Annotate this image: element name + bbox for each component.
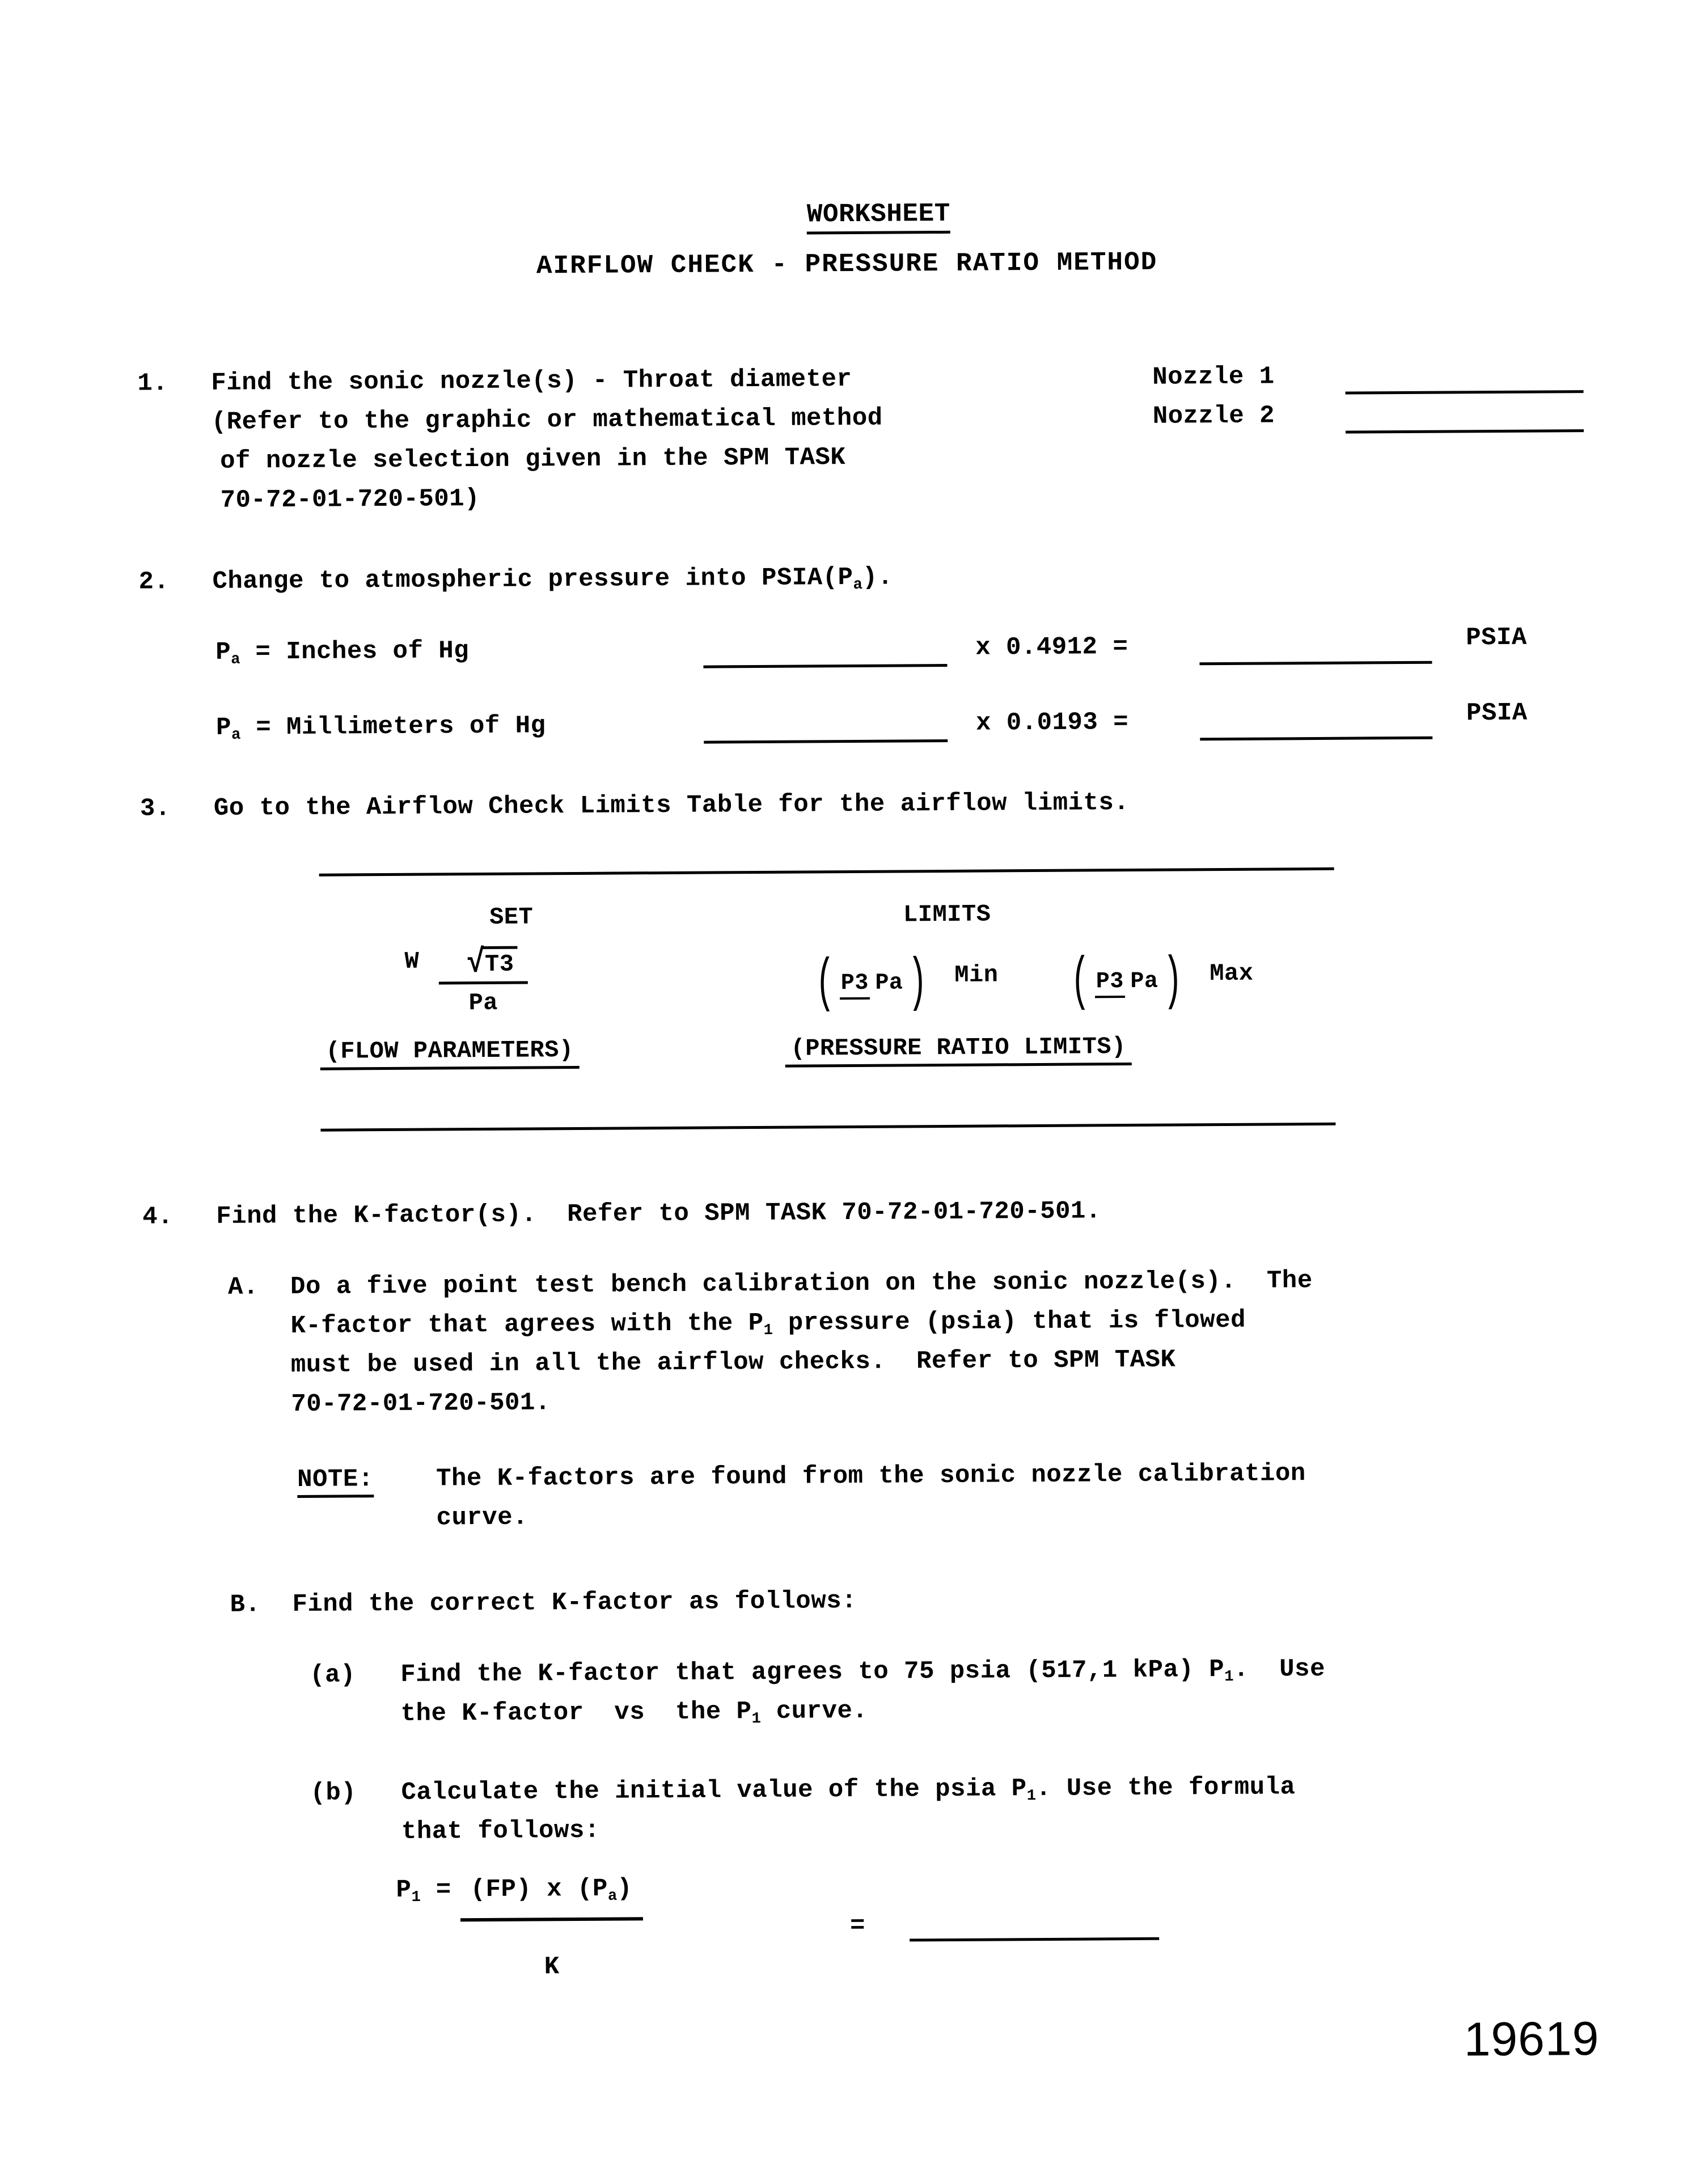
- step-3-line-1: Go to the Airflow Check Limits Table for the airflow limits.: [213, 789, 1130, 823]
- table-set-heading: SET: [489, 903, 534, 931]
- radical-glyph: √: [467, 944, 485, 982]
- p1-formula-lhs: [396, 1873, 451, 1914]
- pa-inches-unit: PSIA: [1466, 623, 1527, 653]
- pa-inches-input-blank[interactable]: [703, 664, 947, 668]
- square-root-icon: [463, 946, 517, 980]
- note-line-2: curve.: [436, 1503, 528, 1533]
- pa-inches-operator: x 0.4912 =: [975, 633, 1128, 662]
- step-4a-marker: A.: [227, 1273, 259, 1302]
- step-4b-marker: B.: [230, 1590, 261, 1619]
- pa-mm-unit: PSIA: [1466, 699, 1528, 728]
- left-paren-max: (: [1070, 949, 1090, 1016]
- item-a-line-1-sub: 1: [1224, 1668, 1234, 1686]
- step-2-subscript: a: [853, 576, 863, 594]
- p1-result-equals: =: [849, 1911, 866, 1941]
- pressure-ratio-limits-caption: (PRESSURE RATIO LIMITS): [785, 1033, 1132, 1068]
- p1-formula: [396, 1872, 643, 1984]
- nozzle-1-blank[interactable]: [1345, 390, 1583, 395]
- pa-inches-symbol-sub: a: [231, 650, 240, 668]
- step-2-text-before: Change to atmospheric pressure into PSIA(P: [212, 563, 853, 596]
- right-paren-min: ): [907, 950, 928, 1017]
- flow-parameters-caption: (FLOW PARAMETERS): [320, 1036, 579, 1070]
- item-a-line-2-before: the K-factor vs the P: [400, 1698, 752, 1728]
- pa-inches-label: = Inches of Hg: [255, 637, 470, 667]
- table-limits-heading: LIMITS: [903, 900, 991, 929]
- flow-parameter-expression: [404, 946, 528, 1019]
- step-4a-line-2-sub: 1: [763, 1322, 773, 1340]
- pa-mm-symbol: P: [215, 713, 232, 742]
- radicand-t3: T3: [483, 946, 518, 979]
- step-4b-item-b-marker: (b): [310, 1779, 357, 1808]
- pr-min-denominator: Pa: [875, 970, 903, 996]
- pressure-ratio-max-fraction: [1095, 968, 1158, 997]
- step-4a-line-4: 70-72-01-720-501.: [291, 1389, 551, 1419]
- p1-result-blank[interactable]: [910, 1937, 1159, 1942]
- flow-parameter-denominator: Pa: [468, 989, 498, 1017]
- item-b-line-1-after: . Use the formula: [1035, 1773, 1296, 1804]
- pa-inches-result-blank[interactable]: [1199, 661, 1432, 666]
- step-1-line-2: (Refer to the graphic or mathematical method: [211, 404, 883, 437]
- item-a-line-2-after: curve.: [760, 1696, 868, 1726]
- step-4-line-1: Find the K-factor(s). Refer to SPM TASK 70-72-01-720-501.: [216, 1197, 1101, 1231]
- worksheet-title-text: WORKSHEET: [807, 199, 950, 235]
- pa-inches-row-label: [215, 632, 469, 679]
- flow-parameter-w: W: [404, 947, 420, 975]
- pr-min-numerator: P3: [840, 971, 870, 1000]
- p1-numerator-sub: a: [607, 1887, 618, 1905]
- item-a-line-1-after: . Use: [1233, 1654, 1326, 1684]
- note-label: [297, 1460, 374, 1500]
- p1-formula-numerator: [460, 1872, 643, 1921]
- p1-formula-denominator: K: [544, 1953, 560, 1982]
- p1-numerator-a: (FP) x (P: [470, 1874, 608, 1904]
- pa-mm-input-blank[interactable]: [704, 739, 948, 744]
- p1-equals: =: [435, 1876, 451, 1904]
- pa-mm-label: = Millimeters of Hg: [256, 712, 546, 742]
- step-1-number: 1.: [137, 369, 168, 398]
- step-4b-item-b-line-2: that follows:: [401, 1816, 600, 1846]
- pa-mm-operator: x 0.0193 =: [975, 708, 1129, 738]
- step-2-text-after: ).: [862, 563, 893, 592]
- step-4-number: 4.: [142, 1203, 174, 1231]
- item-a-line-1-before: Find the K-factor that agrees to 75 psia (517,1 kPa) P: [400, 1656, 1225, 1689]
- nozzle-2-label: Nozzle 2: [1152, 401, 1275, 431]
- p1-formula-fraction: [460, 1872, 644, 1984]
- pr-max-numerator: P3: [1095, 969, 1125, 998]
- pr-max-denominator: Pa: [1130, 968, 1158, 994]
- step-4b-item-a-line-2: [401, 1692, 868, 1741]
- nozzle-2-blank[interactable]: [1346, 429, 1584, 434]
- note-line-1: The K-factors are found from the sonic nozzle calibration: [436, 1459, 1306, 1493]
- step-4a-line-2-before: K-factor that agrees with the P: [290, 1309, 764, 1341]
- item-b-line-1-sub: 1: [1026, 1787, 1037, 1805]
- pressure-ratio-min-expression: [807, 950, 999, 1018]
- step-4a-line-2-after: pressure (psia) that is flowed: [772, 1306, 1246, 1338]
- item-b-line-1-before: Calculate the initial value of the psia P: [401, 1775, 1027, 1807]
- right-paren-max: ): [1162, 948, 1183, 1015]
- p1-symbol: P: [396, 1876, 412, 1904]
- left-paren-min: (: [815, 950, 835, 1018]
- step-1-line-3: of nozzle selection given in the SPM TASK: [220, 443, 846, 476]
- pa-mm-symbol-sub: a: [231, 726, 241, 744]
- pressure-ratio-min-fraction: [840, 969, 903, 998]
- pa-inches-symbol: P: [215, 638, 231, 667]
- step-4b-item-a-marker: (a): [310, 1661, 356, 1690]
- pr-max-word: Max: [1210, 959, 1254, 988]
- page-subtitle: AIRFLOW CHECK - PRESSURE RATIO METHOD: [536, 247, 1158, 281]
- step-4a-line-3: must be used in all the airflow checks. Refer to SPM TASK: [290, 1345, 1176, 1380]
- step-2-number: 2.: [138, 568, 170, 596]
- step-2-line-1: [212, 558, 893, 609]
- pa-mm-result-blank[interactable]: [1200, 737, 1432, 741]
- table-top-rule: [319, 867, 1334, 877]
- note-label-text: NOTE:: [297, 1465, 374, 1498]
- item-a-line-2-sub: 1: [751, 1710, 762, 1728]
- step-4b-line-1: Find the correct K-factor as follows:: [292, 1586, 857, 1619]
- step-4a-line-1: Do a five point test bench calibration on the sonic nozzle(s). The: [290, 1267, 1313, 1302]
- nozzle-1-label: Nozzle 1: [1152, 362, 1275, 392]
- step-1-line-1: Find the sonic nozzle(s) - Throat diameter: [211, 365, 852, 397]
- step-3-number: 3.: [139, 794, 171, 823]
- flow-parameter-numerator: [438, 946, 528, 984]
- pr-min-word: Min: [954, 961, 999, 989]
- p1-numerator-b: ): [617, 1874, 633, 1903]
- flow-parameter-fraction: [438, 946, 528, 1019]
- step-1-line-4: 70-72-01-720-501): [220, 484, 480, 515]
- p1-symbol-sub: 1: [411, 1888, 421, 1906]
- pressure-ratio-max-expression: [1063, 948, 1254, 1016]
- table-bottom-rule: [320, 1123, 1335, 1132]
- airflow-check-limits-table: [319, 867, 1336, 1132]
- page-number: 19619: [1464, 2011, 1600, 2066]
- pa-mm-row-label: [216, 706, 546, 755]
